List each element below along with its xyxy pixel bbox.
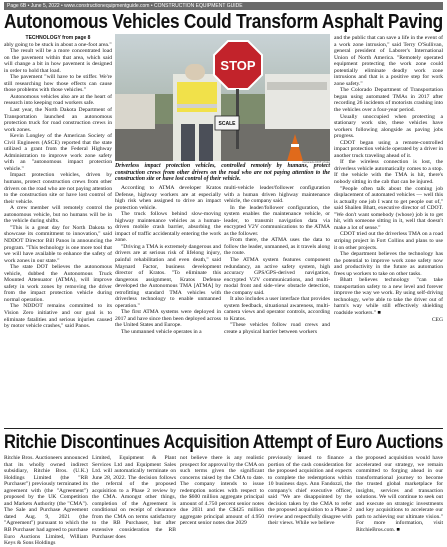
article-column-4 — [334, 35, 443, 427]
paragraph: Autonomous vehicles also are at the heart of research into keeping road workers safe. — [4, 93, 112, 107]
paragraph: ably going to be stuck in about a one-foot area." — [4, 41, 112, 48]
paragraph: The result will be a more concentrated load on the pavement within that area, which said will change a bit in how pavement is designed in order to hold that load. — [4, 48, 112, 74]
paragraph: Ritchie Bros. Auctioneers announced that its wholly owned indirect subsidiary, Ritchie Bros. (U.K.) Holdings Limited (the "RB Purchaser") previously terminated its agreement with (the "Agreement") proposed by the UK Competition and Markets Authority (the "CMA"). The Sale and Purchase Agreement dated Aug. 9, 2021 (the "Agreement") pursuant to which the RB Purchaser had agreed to purchase Euro Auctions Limited, William Keys & Sons Holdings — [4, 455, 88, 547]
paragraph: The pavement "will have to be stiffer. We're still researching how those effects can cause those problems with those vehicles." — [4, 74, 112, 94]
page-header: Page 6B • June 5, 2022 • www.constructionequipmentguide.com • CONSTRUCTION EQUIPMENT GUIDE — [4, 2, 443, 10]
paragraph: According to ATMA developer Kratos Defense, highway workers are at especially high risk when assigned to drive an impact protection vehicle. — [115, 185, 221, 211]
paragraph: The state DOT believes the autonomous vehicle, dubbed the Autonomous Truck Mounted Attenuator (ATMA), will improve safety in work zones by removing the driver from the impact protection vehicle during normal operation. — [4, 264, 112, 303]
paragraph: If the wireless connection is lost, the driverless vehicle automatically comes to a stop. If the vehicle with the TMA is hit, there's nobody sitting in the cab that can be injured. — [334, 159, 443, 186]
article-column-1 — [4, 455, 88, 547]
paragraph: multi-vehicle leader/follower configuration with a human driven highway maintenance vehicle, the company said. — [224, 185, 330, 205]
article-column-5 — [356, 455, 443, 534]
paragraph: The unmanned vehicle operates in a — [121, 329, 202, 336]
paragraph: not believe there is any realistic prospect for approval by the CMA on such terms given the significant concerns raised by the CMA to date. The company intends to issue redemption notices with respect to the $600 million aggregate principal amount of 4.750 percent senior notes due 2031 and the C$425 million aggregate principal amount of 4.950 percent senior notes due 2029 — [180, 455, 264, 527]
photo-credit: Colorado DOT photo — [302, 160, 330, 164]
paragraph: "People often talk about the coming job displacement of automated vehicles — well this is actually one job I want to get people out of," said Shailen Bhatt, executive director of CDOT. "We don't want somebody (whose) job is to get hit, with someone sitting in it, well that doesn't make a lot of sense." — [334, 185, 443, 231]
photo-caption: Driverless impact protection vehicles, controlled remotely by humans, protect construction crews from other drivers on the road who are not paying attention to the construction site or have lost control of their vehicle. — [115, 163, 330, 182]
paragraph: and the public that can save a life in the event of a work zone intrusion," said Terry O'Sullivan, general president of Laborer's International Union of North America. "Remotely operated equipment protecting the work zone could potentially eliminate deadly work zone intrusions and that is a positive step for work zone safety." — [334, 35, 443, 87]
paragraph: CDOT began using a remote-controlled impact protection vehicle operated by a driver in another truck traveling ahead of it. — [334, 139, 443, 159]
article-column-1 — [4, 35, 112, 427]
article-column-2 — [92, 455, 176, 540]
photo-illustration — [115, 34, 330, 161]
article-divider — [4, 428, 443, 429]
paragraph: The department believes the technology has the potential to improve work zone safety now and productivity in the future as automation frees up workers to take on other tasks. — [334, 251, 443, 277]
article-column-3 — [180, 455, 264, 527]
paragraph: Bhatt believes technology "can take transportation safety to a new level and forever improve the way we work. By using self-driving technology, we're able to take the driver out of harm's way while still effectively shielding roadside workers." ■ — [334, 277, 443, 316]
paragraph: A crew member will remotely control the autonomous vehicle, but no humans will be in the vehicle during shifts. — [4, 205, 112, 225]
paragraph: Usually unoccupied when protecting a stationary work site, these vehicles have workers following alongside as paving jobs progress. — [334, 113, 443, 140]
article-headline: Autonomous Vehicles Could Transform Asphalt Paving — [4, 10, 443, 33]
scale-sign-text: SCALE — [218, 121, 236, 127]
paragraph: previously issued to finance a portion of the cash consideration for the proposed acquisition and expects to complete the redemptions within 10 business days. Ann Fandozzi, the company's chief executive officer, said "We are disappointed by the decision taken by the CMA to refer the proposed acquisition to a Phase 2 review and respectfully disagree with their views. While we believe — [268, 455, 352, 527]
article-column-3 — [224, 185, 330, 427]
paragraph: The ATMA system features component redundancy, an active safety system, high accuracy GPS/GPS-derived navigation, encrypted V2V communications, and multi-modal front and side-view obstacle detection, the company said. — [224, 257, 330, 296]
stop-sign-text: STOP — [220, 58, 256, 73]
article-column-4 — [268, 455, 352, 527]
paragraph: From there, the ATMA uses the data to follow the leader, unmanned, as it travels along the route. — [224, 237, 330, 257]
paragraph: "These vehicles follow road crews and create a physical barrier between workers — [224, 322, 330, 336]
paragraph: In the leader/follower configuration, the system enables the maintenance vehicle, or leader, to transmit navigation data via encrypted V2V communications to the ATMA as the follower. — [224, 204, 330, 237]
paragraph: the proposed acquisition would have accelerated our strategy, we remain committed to forging ahead in our transformational journey to become the trusted global marketplace for insights, services and transaction solutions. We will continue to seek out and execute on strategic investments and key acquisitions to accelerate our path to achieving our ultimate vision." For more information, visit RitchieBros.com. ■ — [356, 455, 443, 534]
paragraph: "Driving a TMA is extremely dangerous and drivers are at serious risk of lifelong injury, painful rehabilitation and even death," said Maynard Factor, business development director of Kratos. "To eliminate this dangerous assignment, Kratos Defense developed the Autonomous TMA [ATMA] by retrofitting standard TMA vehicles with driverless technology to enable unmanned operation." — [115, 243, 221, 309]
paragraph: The first ATMA systems were deployed in 2017 and have since then been deployed across the United States and Europe. — [115, 309, 221, 329]
paragraph: Last year, the North Dakota Department of Transportation launched an autonomous protection truck for road construction crews in work zones. — [4, 107, 112, 133]
jump-line: TECHNOLOGY from page 8 — [25, 35, 91, 41]
paragraph: The truck follows behind slow-moving highway maintenance vehicles as a human-driven mobile crash barrier, absorbing the impact of traffic accidentally entering the work zone. — [115, 211, 221, 244]
article-headline: Ritchie Discontinues Acquisition Attempt of Euro Auctions — [4, 431, 444, 453]
paragraph: CDOT tried out the driverless TMA on a road striping project in Fort Collins and plans to use it on other projects. — [334, 231, 443, 251]
byline-tag: CEG — [431, 316, 443, 323]
paragraph: The Colorado Department of Transportation began using automated TMAs in 2017 after recording 26 incidents of motorists crashing into the vehicles over a four-year period. — [334, 87, 443, 114]
paragraph: Kevin Longley of the American Society of Civil Engineers (ASCE) reported that the state utilized a grant from the Federal Highway Administration to improve work zone safety with an "autonomous impact protection vehicle." — [4, 133, 112, 172]
article-photo — [115, 34, 330, 161]
paragraph: It also includes a user interface that provides system feedback, situational awareness, multi-camera views and operator controls, according to Kratos. — [224, 296, 330, 322]
paragraph: Impact protection vehicles, driven by humans, protect construction crews from other drivers on the road who are not paying attention to the construction site or have lost control of their vehicle. — [4, 172, 112, 205]
article-column-2 — [115, 185, 221, 427]
paragraph: The NDDOT remains committed to its Vision Zero initiative and our goal is to eliminate fatalities and serious injuries caused by motor vehicle crashes," said Panos. — [4, 303, 112, 330]
paragraph: "This is a great day for North Dakota to showcase its commitment to innovation," said NDDOT Director Bill Panos in announcing the program. "This technology is one more tool that we will have available to enhance the safety of work zones in our state." — [4, 224, 112, 264]
paragraph: Limited, Equipment & Plant Services Ltd and Equipment Sales Ltd. will automatically terminate on June 28, 2022. The decision follows the referral of the proposed acquisition to a Phase 2 review by the CMA. Amongst other things, completion of the Agreement is conditional on receipt of clearance from the CMA on terms satisfactory to the RB Purchaser, but after extensive consideration the RB Purchaser does — [92, 455, 176, 540]
